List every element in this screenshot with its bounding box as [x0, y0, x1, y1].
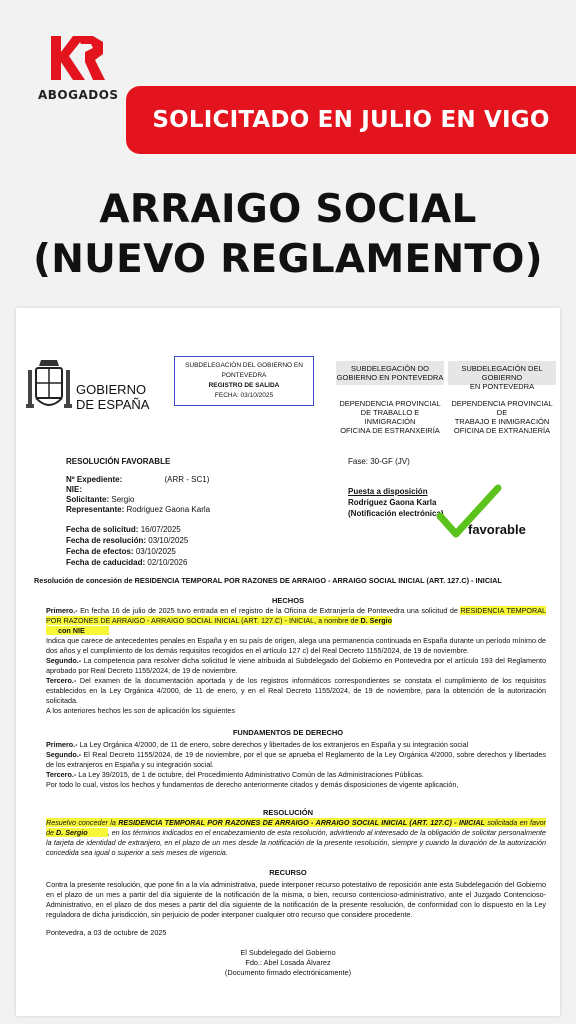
resolution-document: [16, 308, 560, 1016]
resolucion-text: [46, 818, 546, 858]
dept1-head-1: SUBDELEGACIÓN DO: [351, 364, 429, 373]
tercero-label: Tercero.-: [46, 676, 77, 685]
f3-label: Tercero.-: [46, 770, 77, 779]
dept2-sub-1: DEPENDENCIA PROVINCIAL DE: [451, 399, 553, 417]
gobierno-de-espana: [76, 382, 149, 412]
favorable-label: favorable: [468, 522, 526, 537]
dept1-body: [336, 399, 444, 435]
dept1-header: [336, 361, 444, 385]
dept2-sub-2: TRABAJO E INMIGRACIÓN: [454, 417, 550, 426]
date-value: 03/10/2025: [135, 547, 176, 556]
dept1-sub-3: OFICINA DE ESTRANXEIRÍA: [340, 426, 440, 435]
concesion-heading: [34, 576, 554, 586]
hechos-close: A los anteriores hechos les son de aplicación los siguientes: [46, 706, 235, 715]
fund-close: Por todo lo cual, vistos los hechos y fundamentos de derecho anteriormente citados y demás disposiciones de vigente aplicación,: [46, 780, 459, 789]
expediente-row: [66, 474, 209, 485]
res-rest: , en los términos indicados en el encabezamiento de esta resolución, advirtiendo al interesado de la obligación de solicitar personalmente la tarjeta de identidad de extranjero, en el plazo de un mes desde la notificación de la presente resolución, siempre y cuando la duración de la autorización concedida sea igual o superior a seis meses de vigencia.: [46, 828, 546, 857]
date-row: [66, 546, 188, 557]
dept2-sub-3: OFICINA DE EXTRANJERÍA: [453, 426, 551, 435]
nie-label: NIE:: [66, 485, 82, 494]
date-row: [66, 524, 188, 535]
hechos-primero: [46, 606, 546, 636]
representante-row: [66, 504, 210, 515]
registro-line-1: SUBDELEGACIÓN DEL GOBIERNO EN: [185, 362, 303, 369]
res-highlight-bold: RESIDENCIA TEMPORAL POR RAZONES DE ARRAIGO - ARRAIGO SOCIAL INICIAL (ART. 127.C) - INICIAL: [118, 818, 485, 827]
fund-tercero: [46, 770, 546, 780]
fund-segundo: [46, 750, 546, 770]
banner-text: SOLICITADO EN JULIO EN VIGO: [152, 107, 550, 133]
date-value: 03/10/2025: [148, 536, 189, 545]
title-line-2: (NUEVO REGLAMENTO): [33, 237, 543, 282]
concesion-pre: Resolución de concesión de: [34, 576, 135, 585]
date-label: Fecha de solicitud:: [66, 525, 139, 534]
f1-text: La Ley Orgánica 4/2000, de 11 de enero, sobre derechos y libertades de los extranjeros en España y su integración social: [77, 740, 469, 749]
primero-highlight-1: RESIDENCIA TEMPORAL POR RAZONES DE ARRAIGO - ARRAIGO SOCIAL INICIAL (ART. 127.C) - INICIAL: [46, 606, 546, 625]
puesta-disposicion: [348, 486, 444, 519]
primero-name: D. Sergio: [360, 616, 393, 625]
coat-of-arms-icon: [26, 358, 72, 414]
date-label: Fecha de resolución:: [66, 536, 147, 545]
hechos-tercero: [46, 676, 546, 706]
recurso-title: RECURSO: [269, 868, 307, 877]
representante-value: Rodriguez Gaona Karla: [126, 505, 211, 514]
dept1-head-2: GOBIERNO EN PONTEVEDRA: [336, 373, 444, 382]
solicitante-label: Solicitante:: [66, 495, 110, 504]
hechos-title: HECHOS: [271, 596, 305, 605]
puesta-title: Puesta a disposición: [348, 487, 428, 496]
kr-abogados-logo: [38, 30, 118, 102]
hechos-primero-rest: Indica que carece de antecedentes penales en España y en su país de origen, alega una permanencia continuada en España durante un período mínimo de dos años y el cumplimiento de los demás requisitos recogidos en el artículo 127 c) del Real Decreto 1155/2024, de 19 de noviembre.: [46, 636, 546, 655]
expediente-label: Nº Expediente:: [66, 475, 123, 484]
main-title: [0, 185, 576, 285]
gov-line-2: DE ESPAÑA: [76, 397, 150, 412]
res-highlight-2: solicitada en favor de: [46, 818, 546, 837]
fundamentos-title: FUNDAMENTOS DE DERECHO: [232, 728, 344, 737]
concesion-bold: RESIDENCIA TEMPORAL POR RAZONES DE ARRAIGO - ARRAIGO SOCIAL INICIAL (ART. 127.C) - INICIAL: [134, 576, 502, 585]
fund-primero: [46, 740, 546, 750]
tercero-text: Del examen de la documentación aportada y de los registros informáticos correspondientes se constata el cumplimiento de los requisitos establecidos en la Ley Orgánica 4/2000, de 11 de enero, y en el Real Decreto 1155/2024, de 19 de noviembre, para la obtención de la autorización solicitada.: [46, 676, 546, 705]
puesta-name: Rodriguez Gaona Karla: [348, 498, 437, 507]
res-highlight-1: Resuelvo conceder la: [46, 818, 119, 827]
signature-block: [16, 948, 560, 978]
date-label: Fecha de efectos:: [66, 547, 134, 556]
puesta-note: (Notificación electrónica): [348, 509, 444, 518]
brand-name: ABOGADOS: [38, 88, 119, 102]
f2-label: Segundo.-: [46, 750, 82, 759]
dept2-body: [448, 399, 556, 435]
resolucion-favorable-label: RESOLUCIÓN FAVORABLE: [66, 457, 171, 466]
sign-line-3: (Documento firmado electrónicamente): [224, 968, 352, 977]
registro-line-4: FECHA: 03/10/2025: [214, 392, 274, 399]
dept2-head-1: SUBDELEGACIÓN DEL GOBIERNO: [461, 364, 543, 382]
resolucion-title: RESOLUCIÓN: [262, 808, 313, 817]
primero-label: Primero.-: [46, 606, 78, 615]
dept1-sub-1: DEPENDENCIA PROVINCIAL: [339, 399, 441, 408]
sign-line-1: El Subdelegado del Gobierno: [240, 948, 336, 957]
date-row: [66, 557, 188, 568]
dates-list: [66, 524, 188, 568]
date-row: [66, 535, 188, 546]
f1-label: Primero.-: [46, 740, 78, 749]
segundo-text: La competencia para resolver dicha solicitud le viene atribuida al Subdelegado del Gobierno en Pontevedra por el artículo 193 del Reglamento aprobado por Real Decreto 1155/2024, de 19 de noviembre.: [46, 656, 546, 675]
date-value: 16/07/2025: [140, 525, 181, 534]
solicitante-value: Sergio: [111, 495, 135, 504]
primero-text: En fecha 16 de julio de 2025 tuvo entrada en el registro de la Oficina de Extranjería de Pontevedra una solicitud de: [77, 606, 461, 615]
sign-line-2: Fdo.: Abel Losada Álvarez: [245, 958, 331, 967]
recurso-body: Contra la presente resolución, que pone fin a la vía administrativa, puede interponer recurso potestativo de reposición ante esta Subdelegación del Gobierno en el plazo de un mes a partir del día siguiente de la notificación de la misma, o bien, recurso contencioso-administrativo, ante el Juzgado Contencioso-Administrativo, en el plazo de dos meses a partir del día siguiente de la notificación de la presente resolución, de conformidad con lo dispuesto en la Ley reguladora de dicha jurisdicción, sin perjuicio de poder interponer cualquier otro recurso que considere procedente.: [46, 880, 546, 919]
hechos-body: [46, 606, 546, 716]
title-line-1: ARRAIGO SOCIAL: [99, 187, 477, 232]
kr-logo-icon: [47, 30, 109, 86]
registro-salida-stamp: [174, 356, 314, 406]
primero-highlight-2: , a nombre de: [314, 616, 361, 625]
place-date: Pontevedra, a 03 de octubre de 2025: [46, 928, 167, 937]
expediente-value: (ARR - SC1): [164, 475, 210, 484]
date-value: 02/10/2026: [147, 558, 188, 567]
gov-line-1: GOBIERNO: [76, 382, 147, 397]
f2-text: El Real Decreto 1155/2024, de 19 de noviembre, por el que se aprueba el Reglamento de la Ley Orgánica 4/2000, sobre derechos y libertades de los extranjeros en España y su integración social.: [46, 750, 546, 769]
representante-label: Representante:: [66, 505, 125, 514]
dept2-head-2: EN PONTEVEDRA: [469, 382, 535, 391]
res-name: D. Sergio: [56, 828, 108, 837]
primero-nie: con NIE: [46, 626, 109, 635]
fase-label: Fase: 30-GF (JV): [348, 457, 410, 466]
fundamentos-body: [46, 740, 546, 790]
dept2-header: [448, 361, 556, 391]
dept1-sub-2: DE TRABALLO E INMIGRACIÓN: [360, 408, 420, 426]
hechos-segundo: [46, 656, 546, 676]
segundo-label: Segundo.-: [46, 656, 82, 665]
resolucion-body: [46, 818, 546, 858]
f3-text: La Ley 39/2015, de 1 de octubre, del Procedimiento Administrativo Común de las Administraciones Públicas.: [76, 770, 424, 779]
date-label: Fecha de caducidad:: [66, 558, 146, 567]
registro-line-2: PONTEVEDRA: [221, 372, 267, 379]
registro-line-3: REGISTRO DE SALIDA: [208, 382, 280, 389]
request-banner: [126, 86, 576, 154]
